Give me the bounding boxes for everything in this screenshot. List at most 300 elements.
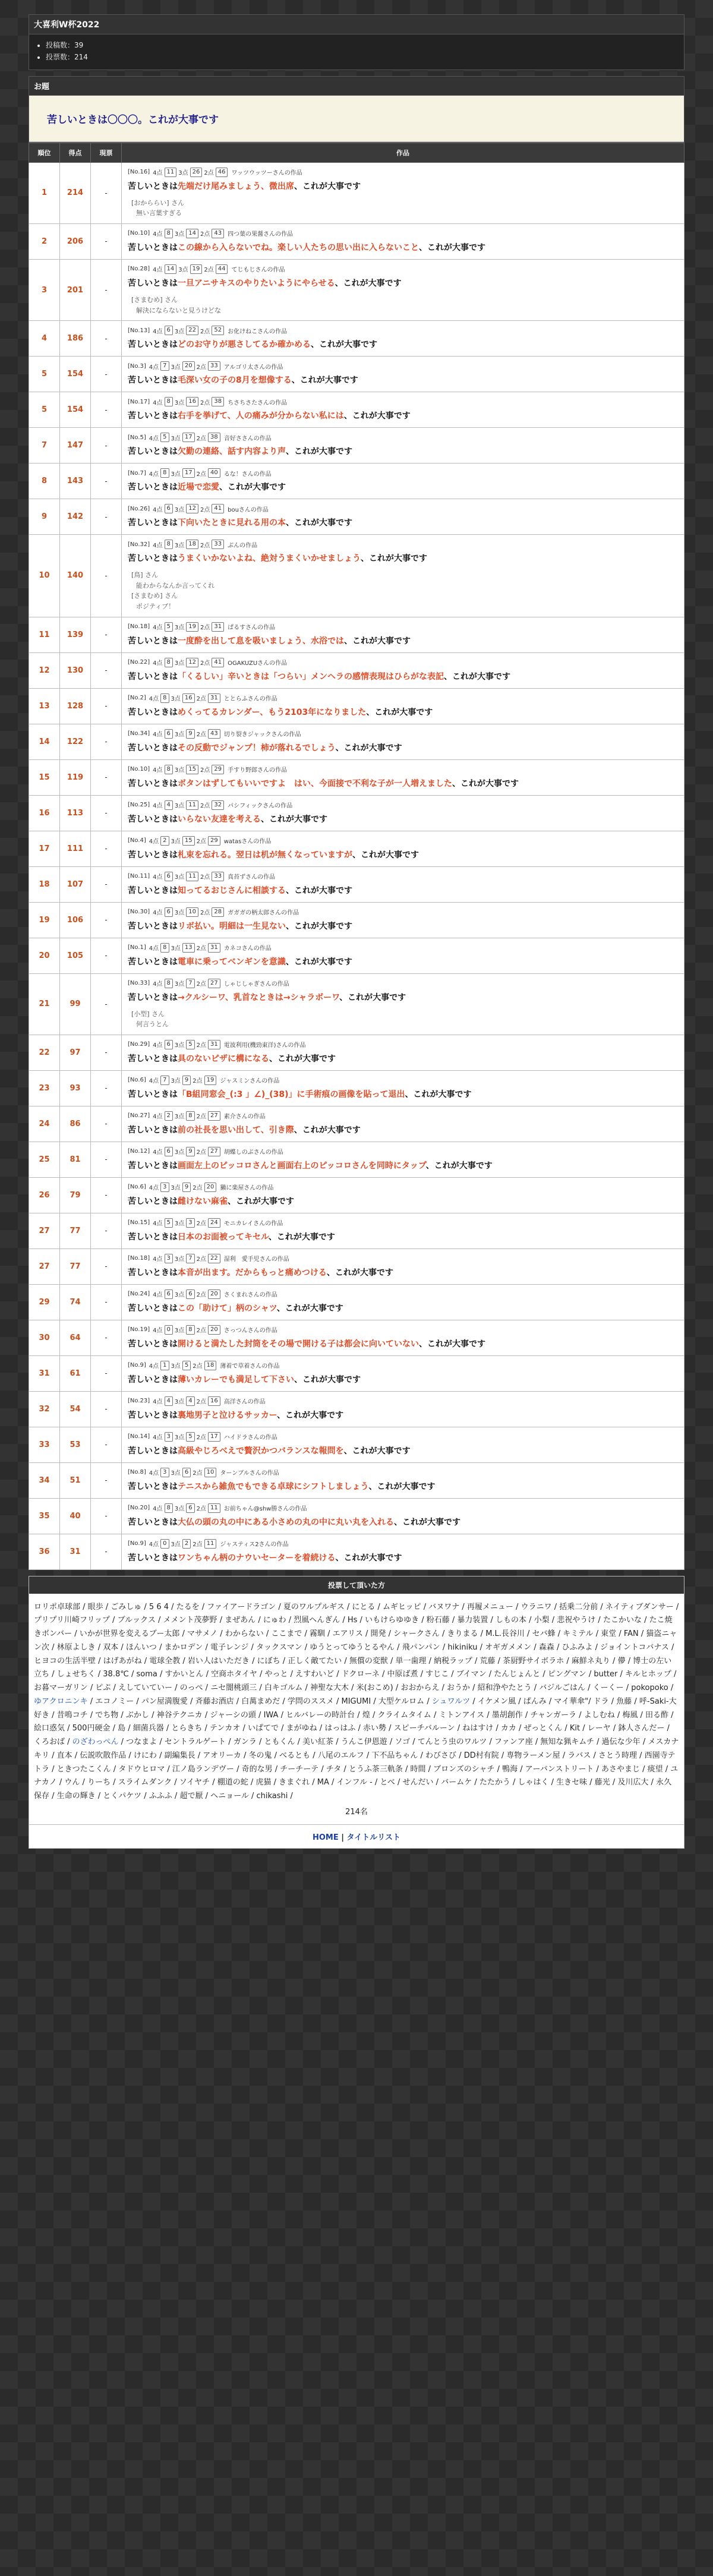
entry-number: [No.33] (128, 980, 150, 987)
mark-cell: - (91, 464, 122, 499)
work-cell (122, 1070, 684, 1106)
mark-cell: - (91, 1462, 122, 1498)
tally-3: 7 (186, 1254, 194, 1263)
work-cell (122, 259, 684, 320)
entry-meta (128, 1289, 678, 1299)
answer-body: 高級やじろべえで贅沢かつバランスな報問を (178, 1446, 344, 1456)
entry-meta (128, 1539, 678, 1549)
tally-label: 3点 (171, 838, 181, 846)
tally-label: 3点 (174, 1042, 185, 1049)
work-cell (122, 795, 684, 831)
tally-label: 4点 (153, 542, 163, 549)
entry-answer (128, 481, 678, 494)
rank-cell: 4 (29, 321, 60, 357)
tally-3: 16 (186, 397, 198, 406)
entry-author: watasさんの作品 (223, 838, 272, 846)
score-cell: 119 (60, 759, 91, 795)
answer-prefix: 苦しいときは (128, 1410, 178, 1420)
rank-cell: 27 (29, 1213, 60, 1248)
comment-author: [鳥] さん (131, 571, 159, 579)
tally-3: 6 (182, 1468, 191, 1477)
tally-label: 4点 (153, 1256, 163, 1263)
tally-4: 4 (165, 1396, 173, 1406)
entry-answer (128, 1338, 678, 1351)
tally-3: 14 (186, 229, 198, 238)
comment-body: ポジティブ！ (136, 602, 175, 610)
tally-3: 6 (186, 1289, 194, 1299)
answer-prefix: 苦しいときは (128, 1089, 178, 1099)
tally-4: 8 (160, 693, 169, 703)
answer-prefix: 苦しいときは (128, 554, 178, 564)
rank-cell: 25 (29, 1142, 60, 1177)
tally-4: 8 (160, 943, 169, 953)
tally-label: 4点 (149, 1363, 159, 1370)
entry-author: 切り裂きジャックさんの作品 (223, 732, 301, 739)
work-cell (122, 866, 684, 902)
answer-prefix: 苦しいときは (128, 1339, 178, 1349)
mark-cell: - (91, 688, 122, 724)
rank-cell: 33 (29, 1427, 60, 1462)
tally-2: 31 (208, 943, 220, 953)
tally-3: 20 (182, 361, 195, 371)
entry-meta (128, 1183, 678, 1192)
answer-prefix: 苦しいときは (128, 921, 178, 931)
participants-text: / エコノミー / パン屋満腹愛 / 斉藤お酒店 / 白萬まめだ / 学問のススメ / MIGUMI / 大型ケルロム / (90, 1697, 430, 1706)
entry-number: [No.18] (128, 1255, 150, 1262)
entry-answer (128, 778, 678, 790)
tally-2: 27 (208, 979, 220, 988)
tally-label: 3点 (174, 732, 185, 739)
tally-2: 18 (204, 1361, 217, 1370)
answer-prefix: 苦しいときは (128, 483, 178, 493)
answer-body: 「B組同窓会_(:3 」∠)_(38)」に手術痕の画像を貼って退出 (178, 1089, 405, 1099)
tally-3: 5 (182, 1361, 191, 1370)
tally-2: 20 (204, 1183, 217, 1192)
entry-author: さっつんさんの作品 (223, 1328, 277, 1335)
entry-author: OGAKUZUさんの作品 (228, 660, 288, 667)
answer-suffix: 、これが大事です (294, 181, 361, 191)
entry-answer (128, 992, 678, 1004)
participants-text: / つなまよ / セントラルゲート / ガンラ / ともくん / 美い紅茶 / うんこ伊恩遊 / ソゴ / てんとう虫のワルツ / ファンア座 / 無知な猟キムチ / 過伝な少年 / メスカナキリ / 直本 / 伝説吹散作品 / けにわ / 副編集長 / アオリーカ / 冬の鬼 / べるとも / 八尾のエルフ / 下不品ちゃん / わびさび / DD村有院 / 専物ラーメン屋 / ラバス / さとう時理 / 西園寺テトラ / ときつたこくん / タドウヒロマ / 江ノ島ランデヴー / 奇的な男 / チーチーテ / チタ / とうふ茶三軌条 / 時間 / ブロンズのシャチ / 鴨海 / アーバンストリート / あさやまじ / 痰望 / ユナカノ / ウん / りーち / スライムダンク / ソイヤチ / 棚道の蛇 / 虎猫 / きまぐれ / MA / インフル - / とべ / せんだい / バームケ / たたかう / しゃはく / 生きセ味 / 藤光 / 及川広大 / 永久保存 / 生命の輝き / とくパケツ / ふふふ / 超で厭 / ヘニョール / chikashi / (34, 1738, 679, 1801)
comments (128, 570, 678, 611)
mark-cell: - (91, 1070, 122, 1106)
tally-4: 5 (160, 433, 169, 442)
entry-answer (128, 1374, 678, 1386)
tally-label: 4点 (153, 1292, 163, 1299)
score-cell: 147 (60, 428, 91, 464)
answer-prefix: 苦しいときは (128, 671, 178, 682)
participant-link[interactable]: シュワルツ (431, 1697, 471, 1706)
work-cell (122, 938, 684, 973)
entry-meta (128, 907, 678, 917)
tally-label: 2点 (193, 1541, 203, 1549)
tally-label: 4点 (149, 435, 159, 442)
tally-2: 17 (208, 1432, 220, 1442)
participants-panel (29, 1576, 684, 1825)
answer-prefix: 苦しいときは (128, 376, 178, 386)
tally-3: 8 (186, 1111, 194, 1121)
score-cell: 128 (60, 688, 91, 724)
tally-label: 2点 (196, 1114, 207, 1121)
answer-body: 右手を挙げて、人の痛みが分からない私には (178, 411, 344, 421)
tally-4: 4 (165, 800, 173, 810)
work-cell (122, 652, 684, 688)
entry-answer (128, 242, 678, 254)
entry-meta (128, 1147, 678, 1156)
answer-prefix: 苦しいときは (128, 340, 178, 350)
answer-prefix: 苦しいときは (128, 1054, 178, 1064)
answer-prefix: 苦しいときは (128, 242, 178, 253)
answer-body: 裏地男子と泣けるサッカー (178, 1410, 277, 1420)
answer-suffix: 、これが大事です (366, 707, 433, 717)
header-score: 得点 (60, 143, 91, 162)
tally-label: 3点 (171, 1470, 181, 1477)
tally-3: 22 (186, 326, 198, 335)
answer-body: ボタンはずしてもいいですよ はい、今面接で不利な子が一人増えました (178, 778, 452, 789)
table-row (29, 428, 684, 464)
entry-author: 音好ささんの作品 (223, 435, 272, 442)
tally-2: 41 (212, 504, 224, 513)
tally-label: 3点 (174, 1149, 185, 1156)
table-row (29, 1284, 684, 1320)
tally-label: 4点 (149, 1470, 159, 1477)
table-row (29, 321, 684, 357)
tally-label: 2点 (200, 910, 210, 917)
submission-count: • 投稿数：39 (46, 39, 678, 51)
mark-cell: - (91, 535, 122, 617)
answer-prefix: 苦しいときは (128, 1232, 178, 1242)
tally-label: 3点 (174, 1328, 185, 1335)
rank-cell: 20 (29, 938, 60, 973)
home-link[interactable]: HOME (312, 1833, 339, 1842)
tally-2: 33 (212, 872, 224, 881)
answer-body: 電車に乗ってベンギンを意識 (178, 957, 286, 967)
score-cell: 77 (60, 1248, 91, 1284)
table-row (29, 617, 684, 652)
answer-suffix: 、これが大事です (219, 483, 286, 493)
entry-author: 素介さんの作品 (223, 1114, 266, 1121)
tally-label: 3点 (174, 1506, 185, 1513)
score-cell: 142 (60, 499, 91, 535)
work-cell (122, 1427, 684, 1462)
entry-meta (128, 1503, 678, 1513)
table-row (29, 1391, 684, 1427)
table-row (29, 535, 684, 617)
entry-meta (128, 693, 678, 703)
tally-3: 10 (186, 907, 198, 917)
entry-author: ちさちさたさんの作品 (228, 399, 288, 406)
participant-link[interactable]: ゆアクロニンキ (34, 1697, 88, 1706)
tally-label: 4点 (153, 732, 163, 739)
mark-cell: - (91, 1248, 122, 1284)
answer-body: いらない友達を考える (178, 814, 261, 824)
table-row (29, 1213, 684, 1248)
rank-cell: 11 (29, 617, 60, 652)
participants-heading: 投票して頂いた方 (29, 1577, 684, 1594)
tally-label: 4点 (153, 267, 163, 274)
entry-author: お化けねこさんの作品 (228, 328, 288, 335)
mark-cell: - (91, 724, 122, 759)
score-cell: 154 (60, 392, 91, 428)
tally-label: 2点 (196, 1506, 207, 1513)
rank-cell: 16 (29, 795, 60, 831)
score-cell: 154 (60, 357, 91, 392)
answer-suffix: 、これが大事です (339, 992, 406, 1002)
tally-label: 2点 (196, 1042, 207, 1049)
tally-label: 2点 (193, 1078, 203, 1085)
answer-suffix: 、これが大事です (286, 885, 352, 896)
tally-label: 2点 (196, 838, 207, 846)
answer-body: その反動でジャンプ！柿が落れるでしょう (178, 743, 336, 753)
table-row (29, 499, 684, 535)
answer-suffix: 、これが大事です (419, 1339, 485, 1349)
score-cell: 31 (60, 1534, 91, 1569)
tally-label: 4点 (153, 399, 163, 406)
table-row (29, 652, 684, 688)
answer-prefix: 苦しいときは (128, 992, 178, 1002)
mark-cell: - (91, 223, 122, 259)
entry-meta (128, 468, 678, 478)
answer-suffix: 、これが大事です (419, 242, 485, 253)
comment-author: [さまむめ] さん (131, 592, 178, 600)
entry-answer (128, 1516, 678, 1529)
rank-cell: 19 (29, 902, 60, 938)
entry-number: [No.26] (128, 505, 150, 512)
work-cell (122, 973, 684, 1035)
entry-number: [No.6] (128, 1077, 146, 1084)
table-row (29, 688, 684, 724)
entry-meta (128, 1076, 678, 1085)
rank-cell: 3 (29, 259, 60, 320)
tally-3: 17 (182, 433, 195, 442)
score-cell: 61 (60, 1355, 91, 1391)
tally-4: 6 (165, 326, 173, 335)
answer-body: リボ払い。明細は一生見ない (178, 921, 286, 931)
answer-body: 近場で恋愛 (178, 483, 219, 493)
tally-label: 2点 (196, 732, 207, 739)
answer-body: テニスから雑魚でもできる卓球にシフトしましょう (178, 1481, 369, 1492)
tally-label: 3点 (171, 945, 181, 953)
tally-label: 4点 (153, 506, 163, 513)
score-cell: 97 (60, 1035, 91, 1070)
answer-suffix: 、これが大事です (285, 957, 352, 967)
tally-4: 6 (165, 907, 173, 917)
tally-label: 2点 (196, 696, 207, 703)
tally-3: 15 (186, 765, 198, 774)
score-cell: 54 (60, 1391, 91, 1427)
score-cell: 105 (60, 938, 91, 973)
entry-answer (128, 849, 678, 862)
tally-label: 4点 (149, 838, 159, 846)
answer-body: この「助けて」柄のシャツ (178, 1303, 277, 1313)
work-cell (122, 724, 684, 759)
tally-label: 3点 (171, 364, 181, 371)
answer-suffix: 、これが大事です (405, 1089, 472, 1099)
tally-3: 18 (186, 540, 198, 549)
entry-author: さくまれさんの作品 (223, 1292, 277, 1299)
participant-link[interactable]: のざわっぺん (72, 1738, 119, 1747)
tally-4: 8 (165, 229, 173, 238)
answer-body: 下向いたときに見れる用の本 (178, 518, 286, 528)
tally-3: 2 (182, 1539, 191, 1549)
entry-meta (128, 1432, 678, 1442)
entry-author: 手すり野郎さんの作品 (228, 767, 288, 774)
answer-prefix: 苦しいときは (128, 1303, 178, 1313)
mark-cell: - (91, 1498, 122, 1534)
tally-4: 1 (160, 1361, 169, 1370)
comment-body: 何言うとん (136, 1020, 169, 1029)
footer-nav (29, 1825, 684, 1849)
entry-answer (128, 1089, 678, 1101)
table-row (29, 1320, 684, 1355)
work-cell (122, 759, 684, 795)
entry-meta (128, 168, 678, 177)
answer-body: どのお守りが悪さしてるか確かめる (178, 340, 311, 350)
entry-author: ワッツウッツーさんの作品 (231, 170, 302, 177)
tally-2: 43 (212, 229, 224, 238)
entry-number: [No.10] (128, 766, 150, 773)
comment-body: 無い言葉すぎる (136, 209, 182, 217)
answer-suffix: 、これが大事です (326, 1267, 393, 1278)
tally-2: 43 (208, 729, 220, 739)
tally-2: 44 (216, 264, 228, 274)
rank-cell: 18 (29, 866, 60, 902)
tally-label: 3点 (174, 767, 185, 774)
tally-3: 9 (186, 1147, 194, 1156)
answer-prefix: 苦しいときは (128, 850, 178, 860)
entry-answer (128, 920, 678, 933)
mark-cell: - (91, 973, 122, 1035)
tally-4: 2 (160, 836, 169, 846)
tally-label: 3点 (178, 170, 188, 177)
mark-cell: - (91, 617, 122, 652)
tally-2: 32 (212, 800, 224, 810)
tally-2: 52 (212, 326, 224, 335)
mark-cell: - (91, 259, 122, 320)
tally-3: 5 (186, 1040, 194, 1049)
tally-3: 19 (190, 264, 203, 274)
work-cell (122, 428, 684, 464)
participants-text: / イケメン風 / ぱんみ / マイ華傘"/ ドラ / 魚藤 / 呼-Saki-大好き / 昔鳴コチ / でち物 / ぶかし / 神谷テクニカ / ジャーシの頭 / IWA / ヒルバレーの時計台 / 煌 / クライムタイム / ミトンアイス / 墨胡創作 / チャンガーラ / よしむね / 梅風 / 田る酢 / 絵口惑気 / 500円硬金 / 島 / 細菌兵器 / とらきち / テンカオ / いぱてで / まがゆね / はっはふ / 赤い勢 / スピーチバルーン / ねはすけ / カカ / ぜっとくん / Kit / レーヤ / 鉢人さんだー / くろおば / (34, 1697, 677, 1747)
work-cell (122, 1498, 684, 1534)
tally-label: 2点 (196, 1434, 207, 1442)
mark-cell: - (91, 162, 122, 223)
answer-suffix: 、これが大事です (276, 1303, 343, 1313)
tally-label: 4点 (153, 328, 163, 335)
answer-body: 薄いカレーでも満足して下さい (178, 1374, 294, 1385)
odai-panel (29, 76, 684, 143)
entry-number: [No.1] (128, 944, 146, 951)
table-row (29, 795, 684, 831)
answer-body: 知ってるおじさんに相談する (178, 885, 286, 896)
entry-number: [No.29] (128, 1041, 150, 1048)
answer-prefix: 苦しいときは (128, 743, 178, 753)
entry-number: [No.15] (128, 1219, 150, 1226)
answer-body: めくってるカレンダー、もう2103年になりました (178, 707, 367, 717)
answer-suffix: 、これが大事です (335, 1553, 402, 1563)
tally-label: 4点 (149, 945, 159, 953)
entry-meta (128, 264, 678, 274)
entry-meta (128, 800, 678, 810)
tally-label: 3点 (174, 399, 185, 406)
entry-answer (128, 1481, 678, 1493)
work-cell (122, 1177, 684, 1213)
entry-answer (128, 1303, 678, 1315)
answer-suffix: 、これが大事です (261, 814, 327, 824)
participant-count: 214名 (345, 1807, 368, 1817)
odai-box (29, 96, 684, 142)
answer-suffix: 、これが大事です (286, 447, 352, 457)
title-list-link[interactable]: タイトルリスト (346, 1833, 401, 1842)
entry-meta (128, 1111, 678, 1121)
tally-label: 4点 (153, 910, 163, 917)
work-cell (122, 535, 684, 617)
entry-number: [No.10] (128, 230, 150, 237)
answer-suffix: 、これが大事です (335, 278, 402, 288)
tally-label: 2点 (193, 1470, 203, 1477)
tally-4: 6 (165, 872, 173, 881)
tally-2: 40 (208, 468, 220, 478)
entry-number: [No.7] (128, 469, 146, 477)
mark-cell: - (91, 499, 122, 535)
entry-meta (128, 504, 678, 513)
entry-author: しゃじしゃぎさんの作品 (223, 981, 289, 988)
tally-label: 3点 (174, 660, 185, 667)
answer-prefix: 苦しいときは (128, 1267, 178, 1278)
tally-4: 8 (160, 468, 169, 478)
score-cell: 139 (60, 617, 91, 652)
entry-meta (128, 1325, 678, 1335)
answer-suffix: 、これが大事です (344, 636, 411, 646)
table-row (29, 1035, 684, 1070)
answer-prefix: 苦しいときは (128, 447, 178, 457)
answer-suffix: 、これが大事です (343, 411, 411, 421)
answer-prefix: 苦しいときは (128, 1196, 178, 1206)
entry-number: [No.19] (128, 1326, 150, 1333)
tally-label: 4点 (153, 981, 163, 988)
answer-suffix: 、これが大事です (268, 1232, 335, 1242)
tally-4: 3 (160, 1183, 169, 1192)
table-row (29, 223, 684, 259)
tally-4: 8 (165, 765, 173, 774)
tally-2: 41 (212, 658, 224, 667)
tally-label: 2点 (196, 945, 207, 953)
answer-suffix: 、これが大事です (343, 1446, 411, 1456)
rank-cell: 7 (29, 428, 60, 464)
tally-label: 2点 (200, 803, 210, 810)
entry-answer (128, 181, 678, 193)
tally-label: 2点 (196, 1221, 207, 1228)
page (29, 14, 684, 1849)
table-row (29, 831, 684, 866)
odai-text: 苦しいときは〇〇〇。これが大事です (47, 113, 219, 126)
score-cell: 86 (60, 1106, 91, 1142)
answer-suffix: 、これが大事です (294, 1125, 361, 1135)
tally-2: 22 (208, 1254, 220, 1263)
comment-author: [さまむめ] さん (131, 295, 178, 304)
entry-number: [No.23] (128, 1398, 150, 1405)
entry-meta (128, 326, 678, 335)
answer-body: 画面左上のピッコロさんと画面右上のピッコロさんを同時にタップ (178, 1161, 426, 1171)
tally-label: 3点 (174, 1114, 185, 1121)
tally-label: 2点 (196, 471, 207, 478)
tally-label: 2点 (196, 1328, 207, 1335)
mark-cell: - (91, 1035, 122, 1070)
tally-label: 4点 (149, 364, 159, 371)
tally-label: 3点 (171, 1541, 181, 1549)
answer-prefix: 苦しいときは (128, 885, 178, 896)
work-cell (122, 223, 684, 259)
